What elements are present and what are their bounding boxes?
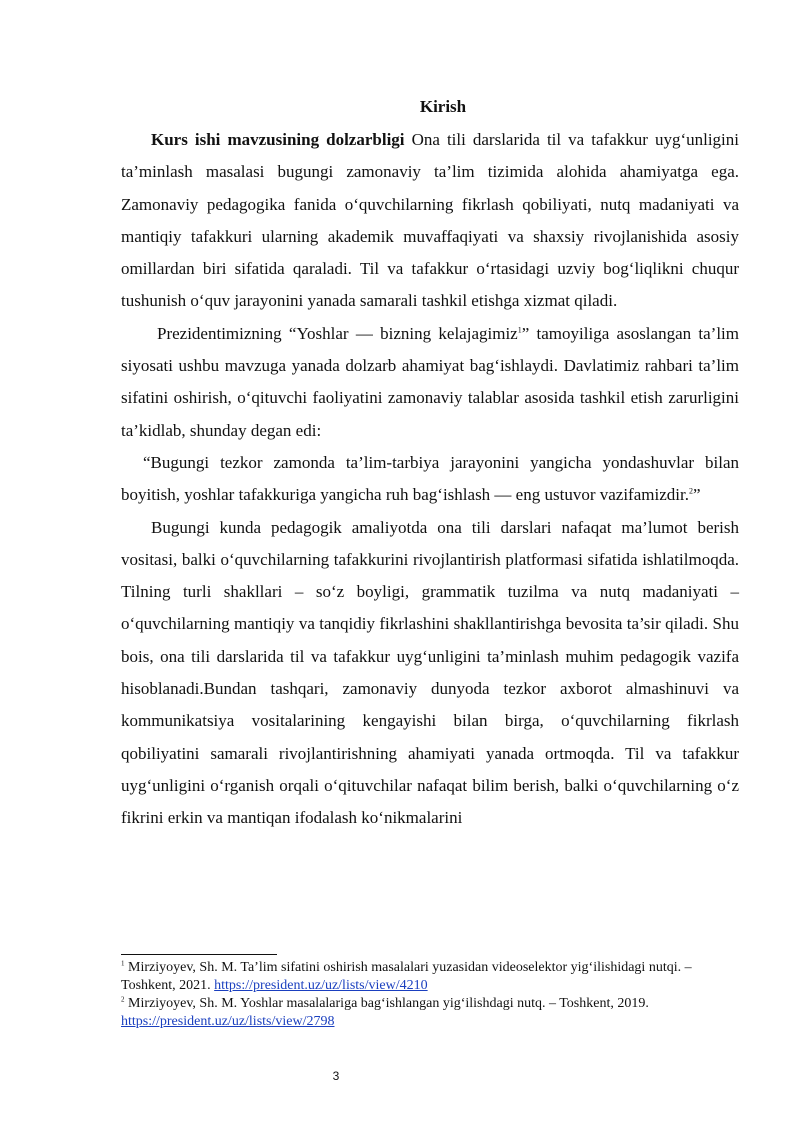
footnotes xyxy=(121,959,739,1031)
footnote-number: 1 xyxy=(121,959,125,968)
footnote-reference[interactable]: 1 xyxy=(517,325,522,335)
relevance-heading: Kurs ishi mavzusining dolzarbligi xyxy=(151,130,405,149)
footnote-link[interactable]: https://president.uz/uz/lists/view/2798 xyxy=(121,1014,335,1029)
quote-paragraph xyxy=(121,447,739,512)
paragraph-text: Ona tili darslarida til va tafakkur uyg‘unligini ta’minlash masalasi bugungi zamonaviy ta’lim tizimida alohida ahamiyatga ega. Zamonaviy pedagogika fanida o‘quvchilarning fikrlash qobiliyati, nutq madaniyati va mantiqiy tafakkuri ularning akademik muvaffaqiyati va shaxsiy rivojlanishida asosiy omillardan biri sifatida qaraladi. Til va tafakkur o‘rtasidagi uzviy bog‘liqlikni chuqur tushunish o‘quv jarayonini yanada samarali tashkil etishga xizmat qiladi. xyxy=(121,130,739,311)
paragraph-text: Prezidentimizning “Yoshlar — bizning kelajagimiz xyxy=(157,323,518,343)
quote-text: “Bugungi tezkor zamonda ta’lim-tarbiya jarayonini yangicha yondashuvlar bilan boyitish, yoshlar tafakkuriga yangicha ruh bag‘ishlash — eng ustuvor vazifamizdir. xyxy=(121,452,739,505)
footnote-1 xyxy=(121,959,739,995)
quote-close: ” xyxy=(692,485,701,505)
footnote-reference[interactable]: 2 xyxy=(688,486,693,496)
paragraph-president xyxy=(121,318,739,447)
paragraph-practice: Bugungi kunda pedagogik amaliyotda ona tili darslari nafaqat ma’lumot berish vositasi, balki o‘quvchilarning tafakkurini rivojlantirish platformasi sifatida ishlatilmoqda. Tilning turli shakllari – so‘z boyligi, grammatik tuzilma va nutq madaniyati – o‘quvchilarning mantiqiy va tanqidiy fikrlashini shakllantirishga bevosita ta’sir qiladi. Shu bois, ona tili darslarida til va tafakkur uyg‘unligini ta’minlash muhim pedagogik vazifa hisoblanadi.Bundan tashqari, zamonaviy dunyoda tezkor axborot almashinuvi va kommunikatsiya vositalarining kengayishi bilan birga, o‘quvchilarning fikrlash qobiliyatini samarali rivojlantirishning ahamiyati yanada ortmoqda. Til va tafakkur uyg‘unligini o‘rganish orqali o‘qituvchilar nafaqat bilim berish, balki o‘quvchilarning o‘z fikrini erkin va mantiqan ifodalash ko‘nikmalarini xyxy=(121,517,739,828)
page-number: 3 xyxy=(332,1069,340,1083)
paragraph-text: ” tamoyiliga asoslangan ta’lim siyosati ushbu mavzuga yanada dolzarb ahamiyat bag‘ishlaydi. Davlatimiz rahbari ta’lim sifatini oshirish, o‘qituvchi faoliyatini zamonaviy talablar asosida tashkil etish zarurligini ta’kidlab, shunday degan edi: xyxy=(121,323,739,440)
footnote-link[interactable]: https://president.uz/uz/lists/view/4210 xyxy=(214,978,428,993)
footnote-text: Mirziyoyev, Sh. M. Ta’lim sifatini oshirish masalalari yuzasidan videoselektor yig‘ilishidagi nutqi. – Toshkent, 2021. xyxy=(121,960,692,993)
footnote-text: Mirziyoyev, Sh. M. Yoshlar masalalariga bag‘ishlangan yig‘ilishdagi nutq. – Toshkent, 2019. xyxy=(124,996,649,1011)
paragraph-relevance xyxy=(121,124,739,318)
footnote-separator xyxy=(121,954,277,955)
main-text xyxy=(121,124,739,835)
footnote-number: 2 xyxy=(121,995,125,1004)
footnote-2 xyxy=(121,995,739,1031)
section-title: Kirish xyxy=(419,97,467,116)
